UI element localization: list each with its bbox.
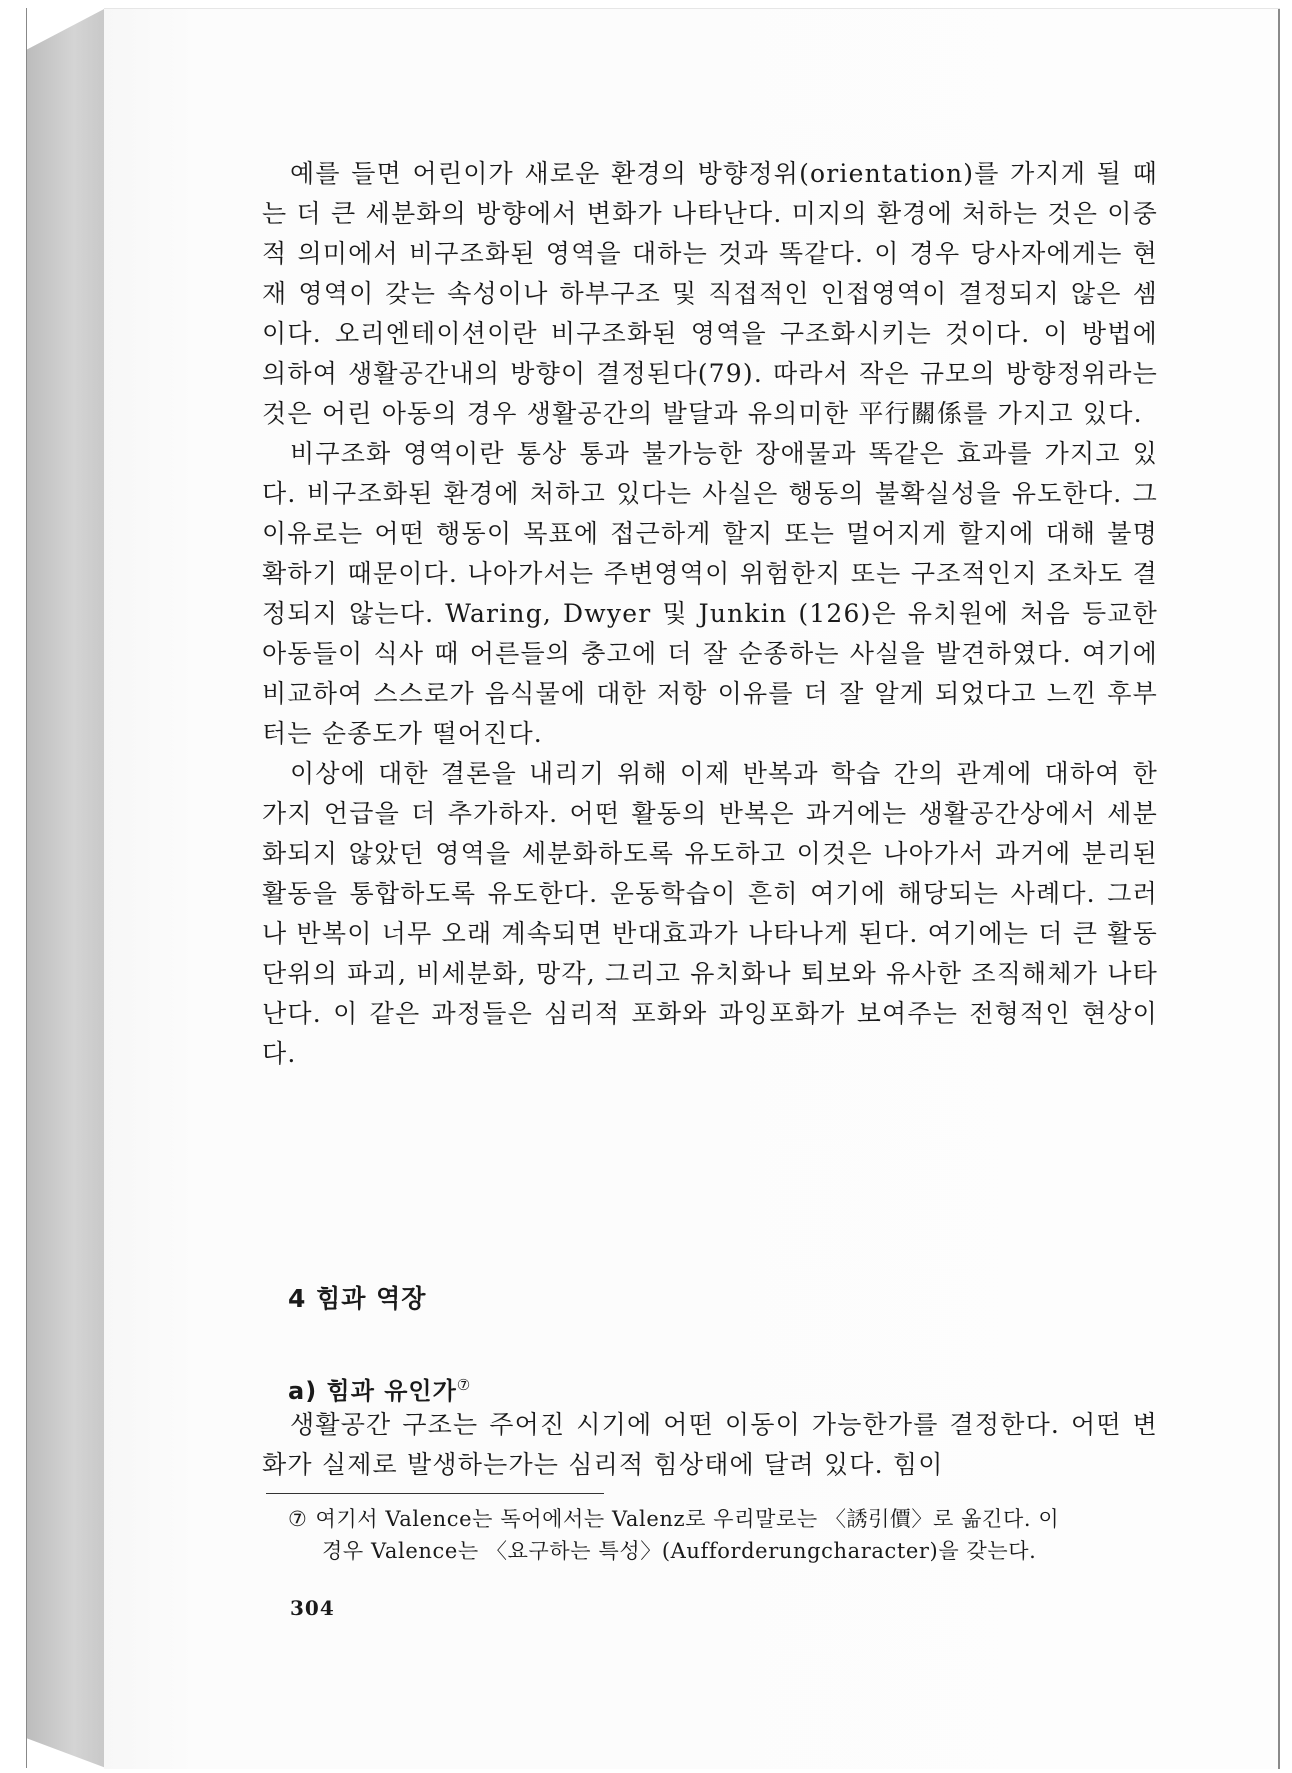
paragraph-3: 이상에 대한 결론을 내리기 위해 이제 반복과 학습 간의 관계에 대하여 한 가지 언급을 더 추가하자. 어떤 활동의 반복은 과거에는 생활공간상에서 세분화되지 않았던 영역을 세분화하도록 유도하고 이것은 나아가서 과거에 분리된 활동을 통합하도록 유도한다. 운동학습이 흔히 여기에 해당되는 사례다. 그러나 반복이 너무 오래 계속되면 반대효과가 나타나게 된다. 여기에는 더 큰 활동단위의 파괴, 비세분화, 망각, 그리고 유치화나 퇴보와 유사한 조직해체가 나타난다. 이 같은 과정들은 심리적 포화와 과잉포화가 보여주는 전형적인 현상이다.: [262, 759, 1158, 1068]
body-text: [262, 154, 1158, 1074]
last-paragraph-wrapper: [262, 1405, 1158, 1485]
paragraph-1: 예를 들면 어린이가 새로운 환경의 방향정위(orientation)를 가지게 될 때는 더 큰 세분화의 방향에서 변화가 나타난다. 미지의 환경에 처하는 것은 이중적 의미에서 비구조화된 영역을 대하는 것과 똑같다. 이 경우 당사자에게는 현재 영역이 갖는 속성이나 하부구조 및 직접적인 인접영역이 결정되지 않은 셈이다. 오리엔테이션이란 비구조화된 영역을 구조화시키는 것이다. 이 방법에 의하여 생활공간내의 방향이 결정된다(79). 따라서 작은 규모의 방향정위라는 것은 어린 아동의 경우 생활공간의 발달과 유의미한 平行關係를 가지고 있다.: [262, 159, 1158, 428]
footnote-number: ⑦: [288, 1507, 308, 1531]
footnote-divider: [266, 1493, 604, 1494]
footnote: [288, 1503, 1158, 1567]
footnote-line-2: 경우 Valence는 〈요구하는 특성〉(Aufforderungcharacter)을 갖는다.: [322, 1539, 1037, 1563]
footnote-marker: ⑦: [456, 1376, 472, 1394]
book-spine-edge: [26, 8, 107, 1768]
last-paragraph: 생활공간 구조는 주어진 시기에 어떤 이동이 가능한가를 결정한다. 어떤 변화가 실제로 발생하는가는 심리적 힘상태에 달려 있다. 힘이: [262, 1410, 1158, 1479]
subsection-heading-wrapper: [288, 1371, 471, 1406]
paragraph-2: 비구조화 영역이란 통상 통과 불가능한 장애물과 똑같은 효과를 가지고 있다. 비구조화된 환경에 처하고 있다는 사실은 행동의 불확실성을 유도한다. 그 이유로는 어떤 행동이 목표에 접근하게 할지 또는 멀어지게 할지에 대해 불명확하기 때문이다. 나아가서는 주변영역이 위험한지 또는 구조적인지 조차도 결정되지 않는다. Waring, Dwyer 및 Junkin (126)은 유치원에 처음 등교한 아동들이 식사 때 어른들의 충고에 더 잘 순종하는 사실을 발견하였다. 여기에 비교하여 스스로가 음식물에 대한 저항 이유를 더 잘 알게 되었다고 느낀 후부터는 순종도가 떨어진다.: [262, 439, 1158, 748]
page-number: 304: [290, 1596, 335, 1620]
subsection-heading: a) 힘과 유인가: [288, 1377, 457, 1405]
footnote-line-1: 여기서 Valence는 독어에서는 Valenz로 우리말로는 〈誘引價〉로 옮긴다. 이: [315, 1507, 1060, 1531]
section-heading: 4 힘과 역장: [288, 1284, 427, 1313]
